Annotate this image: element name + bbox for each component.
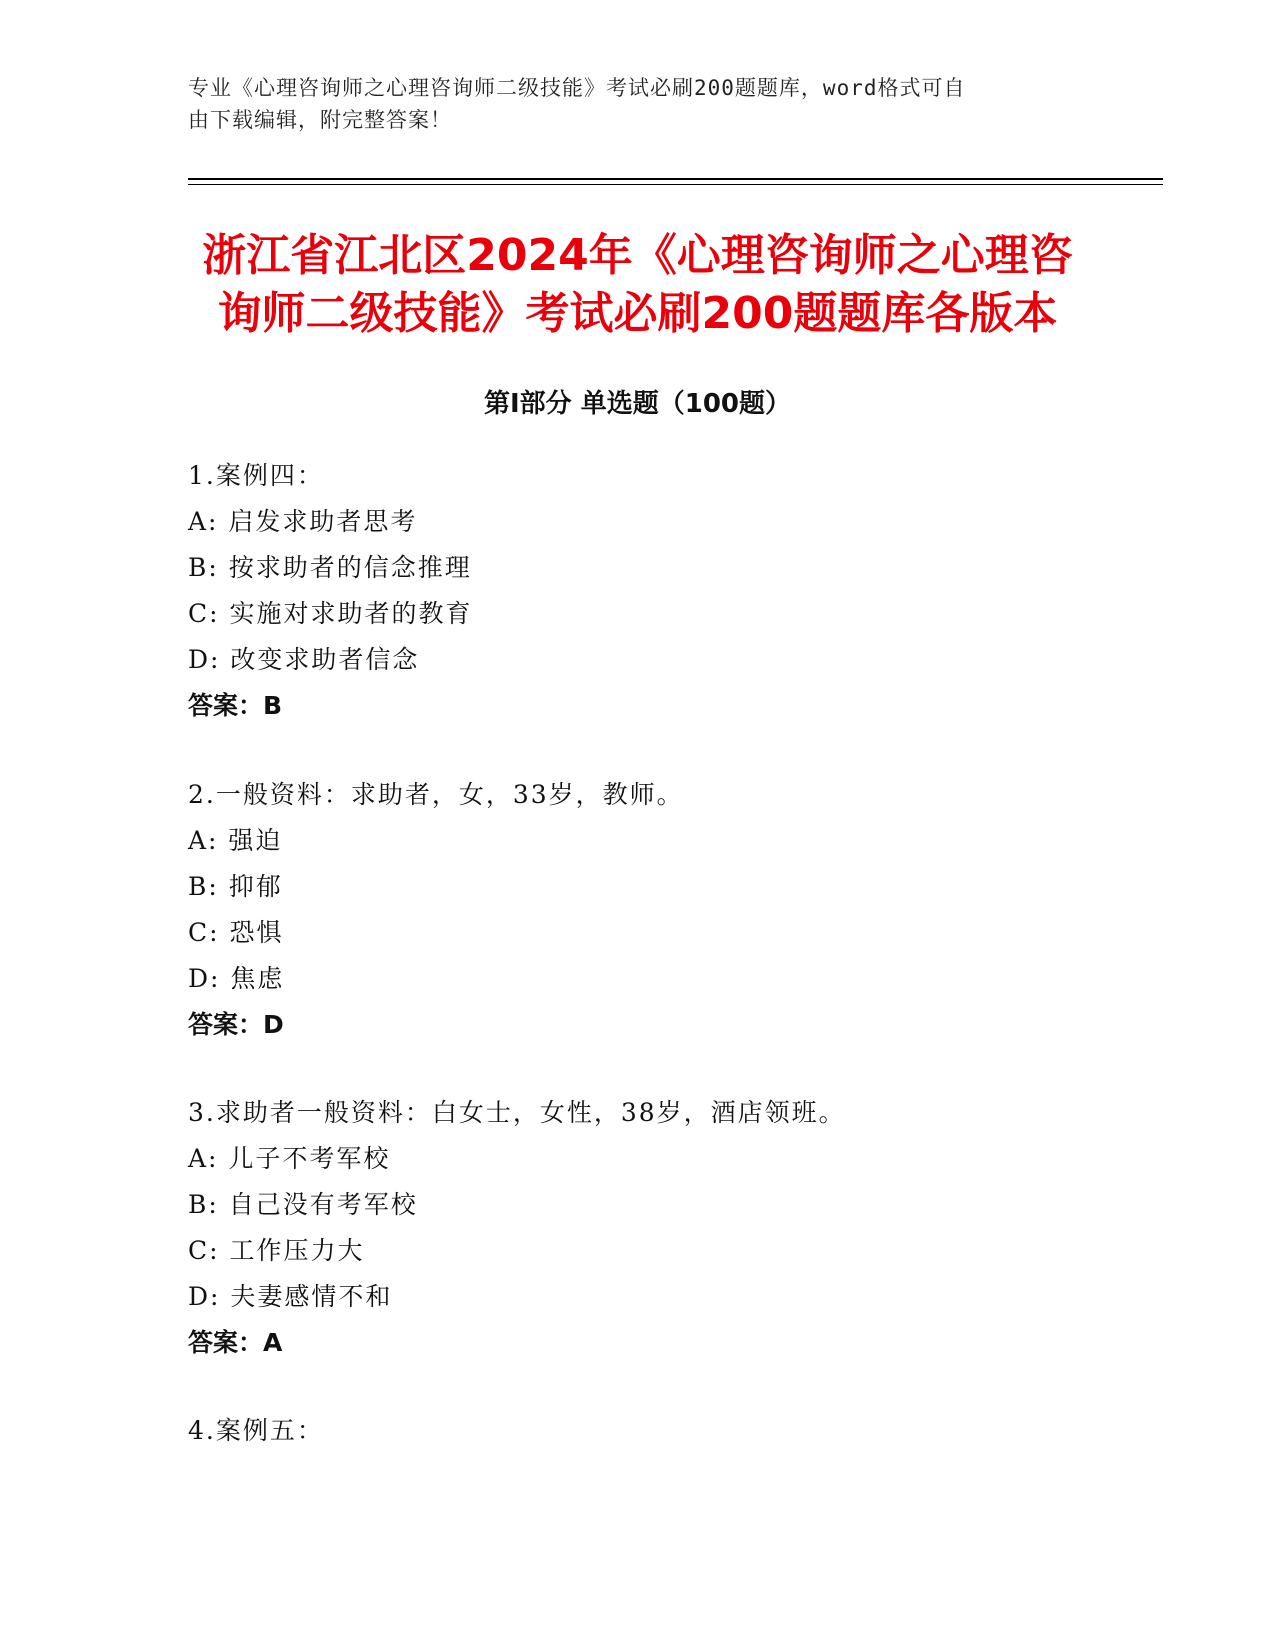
header-note-line: 由下载编辑，附完整答案！: [188, 108, 452, 132]
option-b: B: 自己没有考军校: [188, 1190, 418, 1219]
header-note: [188, 72, 1088, 136]
option-a: A: 儿子不考军校: [188, 1144, 391, 1173]
question-stem: 3.求助者一般资料：白女士，女性，38岁，酒店领班。: [188, 1098, 846, 1127]
option-a: A: 启发求助者思考: [188, 507, 418, 536]
option-d: D: 夫妻感情不和: [188, 1282, 393, 1311]
section-heading: 第Ⅰ部分 单选题（100题）: [484, 389, 791, 419]
option-c: C: 工作压力大: [188, 1236, 365, 1265]
question-2: [188, 772, 1138, 1048]
header-divider-thin: [188, 184, 1163, 185]
answer-line: 答案：B: [188, 691, 283, 720]
option-c: C: 恐惧: [188, 918, 284, 947]
option-b: B: 按求助者的信念推理: [188, 553, 472, 582]
question-stem: 4.案例五：: [188, 1416, 324, 1445]
document-title: [170, 227, 1105, 343]
question-stem: 2.一般资料：求助者，女，33岁，教师。: [188, 780, 684, 809]
option-b: B: 抑郁: [188, 872, 283, 901]
answer-line: 答案：A: [188, 1328, 283, 1357]
option-a: A: 强迫: [188, 826, 283, 855]
document-title-line: 询师二级技能》考试必刷200题题库各版本: [217, 288, 1058, 339]
question-4: [188, 1408, 1138, 1454]
question-stem: 1.案例四：: [188, 461, 324, 490]
option-c: C: 实施对求助者的教育: [188, 599, 473, 628]
option-d: D: 改变求助者信念: [188, 645, 420, 674]
header-divider: [188, 178, 1163, 180]
question-1: [188, 453, 1138, 729]
question-3: [188, 1090, 1138, 1366]
answer-line: 答案：D: [188, 1010, 284, 1039]
document-title-line: 浙江省江北区2024年《心理咨询师之心理咨: [202, 230, 1073, 281]
option-d: D: 焦虑: [188, 964, 285, 993]
header-note-line: 专业《心理咨询师之心理咨询师二级技能》考试必刷200题题库，word格式可自: [188, 76, 966, 100]
